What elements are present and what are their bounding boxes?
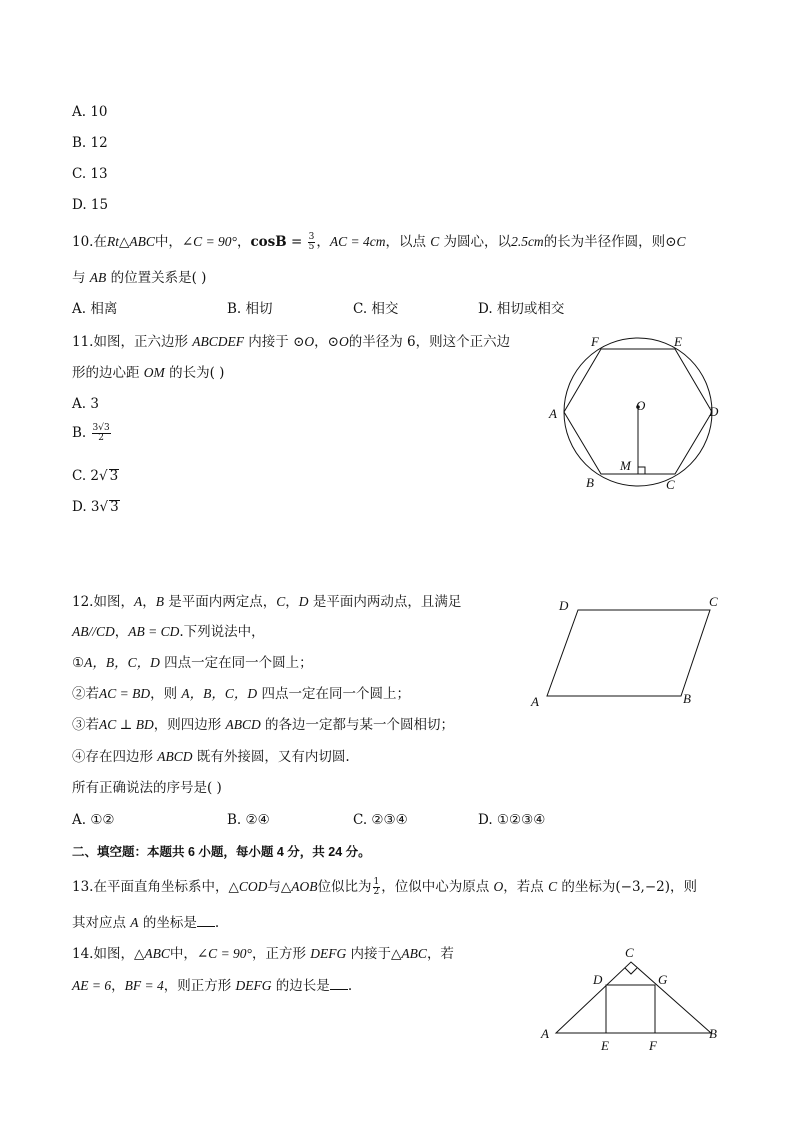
label-a: A [541, 1026, 549, 1041]
q10-text: ， [236, 234, 251, 250]
q11-option-c-label: C. 2 [72, 468, 100, 484]
q11-frac-num: 3√3 [92, 423, 110, 433]
q14-abc: △ABC [391, 946, 427, 961]
q12-quad: ABCD [157, 749, 193, 764]
q14-triangle-figure [535, 940, 730, 1052]
q12-c: C [276, 594, 286, 609]
q12-parallelogram-figure [525, 590, 730, 712]
label-b: B [683, 691, 691, 706]
q13-text: 位似比为 [317, 879, 372, 895]
q14-text: 14.如图， [72, 946, 134, 962]
q14-defg: DEFG [235, 978, 272, 993]
q13-text: 的坐标为 [557, 879, 616, 895]
label-c: C [709, 594, 718, 609]
q10-option-c: C. 相交 [353, 301, 399, 317]
q12-question: 所有正确说法的序号是( ) [72, 780, 222, 796]
q12-text: 既有外接圆，又有内切圆. [192, 749, 350, 765]
q12-statement-3 [72, 715, 454, 735]
q14-ae: AE = 6 [72, 978, 112, 993]
q12-quad: ABCD [225, 717, 261, 732]
q13-text: ，则 [670, 879, 698, 895]
q14-text: ，若 [426, 946, 454, 962]
q13-text: ，位似中心为原点 [381, 879, 494, 895]
q9-option-c: C. 13 [72, 166, 108, 182]
q13-frac-den: 2 [373, 887, 380, 897]
q11-hexagon: ABCDEF [192, 334, 245, 349]
q10-stem-line2 [72, 268, 206, 288]
q14-bf: BF = 4 [124, 978, 164, 993]
q10-frac-den: 5 [308, 242, 315, 252]
q9-option-d: D. 15 [72, 197, 109, 213]
q11-option-a: A. 3 [72, 396, 99, 412]
q12-text: 是平面内两动点，且满足 [308, 594, 462, 610]
right-angle-mark [625, 968, 637, 974]
q10-text: ，以点 [385, 234, 431, 250]
q10-text: ， [316, 234, 330, 250]
q12-equal: AB = CD [128, 624, 180, 639]
q12-condition: AC = BD [99, 686, 151, 701]
q13-coordinate: (−3,−2) [615, 879, 671, 895]
triangle-abc [556, 962, 711, 1033]
label-a: A [531, 694, 539, 709]
label-d: D [593, 972, 603, 987]
q11-option-b [72, 423, 112, 443]
q10-c: C [430, 234, 440, 249]
q13-text: 与 [267, 879, 281, 895]
q12-text: ③若 [72, 717, 99, 733]
q13-answer-blank [197, 914, 215, 927]
label-e: E [601, 1038, 609, 1052]
q14-defg: DEFG [310, 946, 347, 961]
q12-parallel: AB//CD [72, 624, 115, 639]
q12-option-b: B. ②④ [227, 812, 270, 828]
label-g: G [658, 972, 668, 987]
q10-fraction [308, 233, 316, 252]
q12-stem-line2 [72, 622, 265, 642]
square-defg [606, 985, 655, 1033]
q10-ab: AB [89, 270, 107, 285]
right-angle-mark [638, 467, 645, 474]
label-f: F [591, 334, 599, 349]
q14-abc: △ABC [133, 946, 170, 961]
q11-radicand: 3 [110, 499, 119, 515]
q13-text: 13.在平面直角坐标系中， [72, 879, 229, 895]
q13-a: A [130, 915, 139, 930]
q14-text: 内接于 [346, 946, 392, 962]
q11-stem-line2 [72, 363, 224, 383]
q12-text: 四点一定在同一个圆上； [159, 655, 313, 671]
radical-icon: √ [99, 468, 108, 484]
q10-text: 中， [154, 234, 182, 250]
parallelogram [547, 610, 710, 696]
q10-option-d: D. 相切或相交 [478, 301, 565, 317]
q12-text: ① [72, 655, 85, 671]
q14-text: 中， [169, 946, 197, 962]
label-c: C [666, 477, 675, 492]
q11-radicand: 3 [109, 468, 119, 484]
q10-text: 在 [93, 234, 107, 250]
q10-angle: ∠C = 90° [181, 234, 237, 249]
label-f: F [649, 1038, 657, 1052]
q10-circle-c: ⊙C [665, 234, 686, 249]
q10-abc: ABC [129, 234, 155, 249]
q10-frac-num: 3 [308, 232, 315, 242]
q11-text: 的半径为 6，则这个正六边 [348, 334, 511, 350]
q13-text: 的坐标是 [138, 915, 197, 931]
q13-fraction [373, 878, 381, 897]
q12-statement-2 [72, 684, 410, 704]
label-m: M [620, 458, 631, 473]
label-b: B [586, 475, 594, 490]
label-a: A [549, 406, 557, 421]
q11-text: ， [314, 334, 328, 350]
q10-rt: Rt [106, 234, 119, 249]
q12-statement-1 [72, 653, 313, 673]
q12-text: ②若 [72, 686, 99, 702]
q10-option-b: B. 相切 [227, 301, 273, 317]
q12-points: A，B，C，D [181, 686, 258, 701]
q11-text: 形的边心距 [72, 365, 144, 381]
label-o: O [636, 398, 646, 413]
q10-ac: AC = 4cm [329, 234, 386, 249]
q11-text: 11.如图，正六边形 [72, 334, 193, 350]
q10-triangle-symbol: △ [118, 234, 130, 250]
q10-text: 的长为半径作圆，则 [543, 234, 666, 250]
q12-text: ， [285, 594, 299, 610]
q12-d: D [298, 594, 309, 609]
q12-text: .下列说法中， [179, 624, 265, 640]
q11-circle-o: ⊙O [293, 334, 315, 349]
q11-option-d-label: D. 3 [72, 499, 100, 515]
q11-option-b-label: B. [72, 425, 87, 441]
q13-text: . [214, 915, 220, 931]
q14-text: ，正方形 [251, 946, 311, 962]
section-heading: 二、填空题：本题共 6 小题，每小题 4 分，共 24 分。 [72, 845, 371, 859]
q11-text: 的长为( ) [164, 365, 225, 381]
q10-radius: 2.5cm [511, 234, 544, 249]
q13-text: 其对应点 [72, 915, 131, 931]
q12-text: 是平面内两定点， [163, 594, 277, 610]
q12-statement-4 [72, 747, 350, 767]
q14-text: ，则正方形 [163, 978, 236, 994]
q11-hexagon-figure [540, 328, 730, 496]
radical-icon: √ [99, 499, 109, 515]
q12-stem-line1 [72, 592, 461, 612]
q14-answer-blank [330, 977, 348, 990]
q10-eq: = [286, 234, 307, 250]
q9-option-a: A. 10 [72, 104, 108, 120]
q12-a: A [133, 594, 143, 609]
label-e: E [674, 334, 682, 349]
q12-text: ，则四边形 [153, 717, 226, 733]
q13-cod: △COD [228, 879, 268, 894]
q12-points: A，B，C，D [84, 655, 160, 670]
q12-text: 12.如图， [72, 594, 134, 610]
q12-text: ， [114, 624, 129, 640]
q11-om: OM [143, 365, 165, 380]
q12-condition: AC ⊥ BD [99, 717, 154, 732]
q12-option-a: A. ①② [72, 812, 115, 828]
label-b: B [709, 1026, 717, 1041]
q11-option-d [72, 497, 120, 517]
q12-option-d: D. ①②③④ [478, 812, 546, 828]
q11-frac-den: 2 [98, 433, 104, 443]
q11-option-b-fraction [92, 424, 111, 443]
q11-option-c [72, 466, 119, 486]
q14-text: ， [111, 978, 125, 994]
q14-text: 的边长是 [271, 978, 330, 994]
q12-b: B [155, 594, 164, 609]
q14-angle: ∠C = 90° [196, 946, 252, 961]
q13-text: ，若点 [503, 879, 549, 895]
q10-number: 10. [72, 234, 94, 250]
q14-stem-line1 [72, 944, 454, 964]
q10-cos: cosB [250, 234, 287, 250]
q12-text: ，则 [150, 686, 182, 702]
q10-text: 的位置关系是( ) [106, 270, 207, 286]
q12-text: 四点一定在同一个圆上； [257, 686, 410, 702]
q13-aob: △AOB [280, 879, 318, 894]
q11-circle-o: ⊙O [327, 334, 349, 349]
q10-option-a: A. 相离 [72, 301, 118, 317]
q10-text: 与 [72, 270, 90, 286]
q14-stem-line2 [72, 976, 352, 996]
q13-stem-line2 [72, 913, 219, 933]
q13-frac-num: 1 [373, 877, 380, 887]
q11-text: 内接于 [244, 334, 294, 350]
q10-text: 为圆心，以 [439, 234, 512, 250]
label-c: C [625, 945, 634, 960]
q13-stem-line1 [72, 877, 697, 897]
label-d: D [709, 404, 719, 419]
q12-text: 的各边一定都与某一个圆相切； [260, 717, 455, 733]
q10-stem-line1 [72, 232, 686, 252]
q9-option-b: B. 12 [72, 135, 108, 151]
q13-c: C [548, 879, 558, 894]
q11-stem-line1 [72, 332, 510, 352]
q13-o: O [493, 879, 504, 894]
label-d: D [559, 598, 569, 613]
q12-text: ， [142, 594, 156, 610]
q12-text: ④存在四边形 [72, 749, 158, 765]
q12-option-c: C. ②③④ [353, 812, 408, 828]
q14-text: . [347, 978, 353, 994]
